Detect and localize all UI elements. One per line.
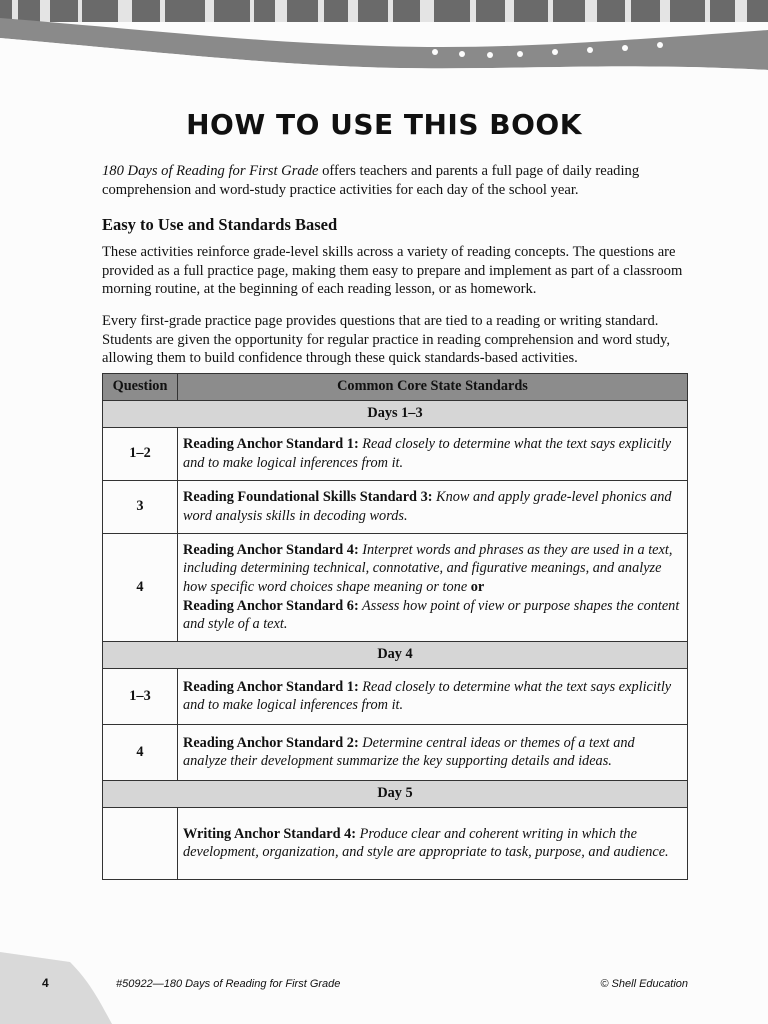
section-heading: Easy to Use and Standards Based: [102, 215, 338, 235]
standard-description: Interpret words and phrases as they are used in a text, including determining technical, connotative, and figurative meanings, and analyze how specific word choices shape meaning or tone: [183, 541, 673, 595]
header-question: Question: [103, 373, 178, 400]
day-row: [103, 780, 688, 807]
question-cell: 4: [103, 533, 178, 641]
table-row: [103, 807, 688, 879]
standard-cell: [178, 427, 688, 480]
table-row: [103, 668, 688, 724]
standard-cell: [178, 533, 688, 641]
footer-book-reference: #50922—180 Days of Reading for First Grade: [116, 978, 341, 990]
question-cell: 4: [103, 724, 178, 780]
standard-name: Reading Foundational Skills Standard 3:: [183, 489, 433, 506]
standard-name: Reading Anchor Standard 1:: [183, 678, 359, 695]
standard-name: Reading Anchor Standard 2:: [183, 734, 359, 751]
standard-description: Know and apply grade-level phonics and word analysis skills in decoding words.: [183, 489, 672, 524]
paragraph-2: Every first-grade practice page provides questions that are tied to a reading or writing standard. Students are given the opportunity for regular practice in reading comprehension and word study, allowing them to build confidence through these quick standards-based activities.: [102, 312, 671, 367]
page-number: 4: [42, 976, 49, 990]
question-cell: 1–3: [103, 668, 178, 724]
standard-description: Produce clear and coherent writing in which the development, organization, and style are appropriate to task, purpose, and audience.: [183, 825, 669, 861]
main-content: [102, 162, 688, 880]
day-row: [103, 400, 688, 427]
question-cell: 3: [103, 480, 178, 533]
paragraph-1: These activities reinforce grade-level skills across a variety of reading concepts. The questions are provided as a full practice page, making them easy to prepare and implement as part of a classroom morning routine, at the beginning of each reading lesson, or as homework.: [102, 244, 683, 298]
day-label: Day 5: [103, 780, 688, 807]
standard-cell: [178, 807, 688, 879]
standard-cell: [178, 724, 688, 780]
intro-paragraph: [102, 162, 688, 199]
table-row: [103, 427, 688, 480]
standard-name: Reading Anchor Standard 4:: [183, 541, 359, 558]
header-standards: Common Core State Standards: [178, 373, 688, 400]
page-corner-tab: [0, 952, 112, 1024]
page-title: HOW TO USE THIS BOOK: [186, 108, 582, 141]
standard-description: Assess how point of view or purpose shapes the content and style of a text.: [183, 597, 680, 633]
standard-description: Determine central ideas or themes of a text and analyze their development summarize the key supporting details and ideas.: [183, 734, 635, 770]
table-row: [103, 533, 688, 641]
standard-cell: [178, 480, 688, 533]
question-cell: [103, 807, 178, 879]
footer-copyright: © Shell Education: [600, 978, 688, 990]
standard-description: Read closely to determine what the text says explicitly and to make logical inferences from it.: [183, 678, 672, 714]
or-connector: or: [467, 578, 485, 595]
standard-name: Writing Anchor Standard 4:: [183, 825, 357, 842]
day-label: Day 4: [103, 641, 688, 668]
book-title: 180 Days of Reading for First Grade: [102, 163, 319, 179]
table-row: [103, 724, 688, 780]
table-header-row: [103, 373, 688, 400]
day-label: Days 1–3: [103, 400, 688, 427]
standard-name: Reading Anchor Standard 6:: [183, 597, 359, 614]
standard-name: Reading Anchor Standard 1:: [183, 436, 359, 453]
standards-table: [102, 373, 688, 880]
standard-description: Read closely to determine what the text says explicitly and to make logical inferences from it.: [183, 436, 672, 471]
intro-text: offers teachers and parents a full page of daily reading comprehension and word-study practice activities for each day of the school year.: [102, 163, 640, 198]
day-row: [103, 641, 688, 668]
question-cell: 1–2: [103, 427, 178, 480]
header-banner-graphic: [0, 0, 768, 90]
standard-cell: [178, 668, 688, 724]
table-row: [103, 480, 688, 533]
